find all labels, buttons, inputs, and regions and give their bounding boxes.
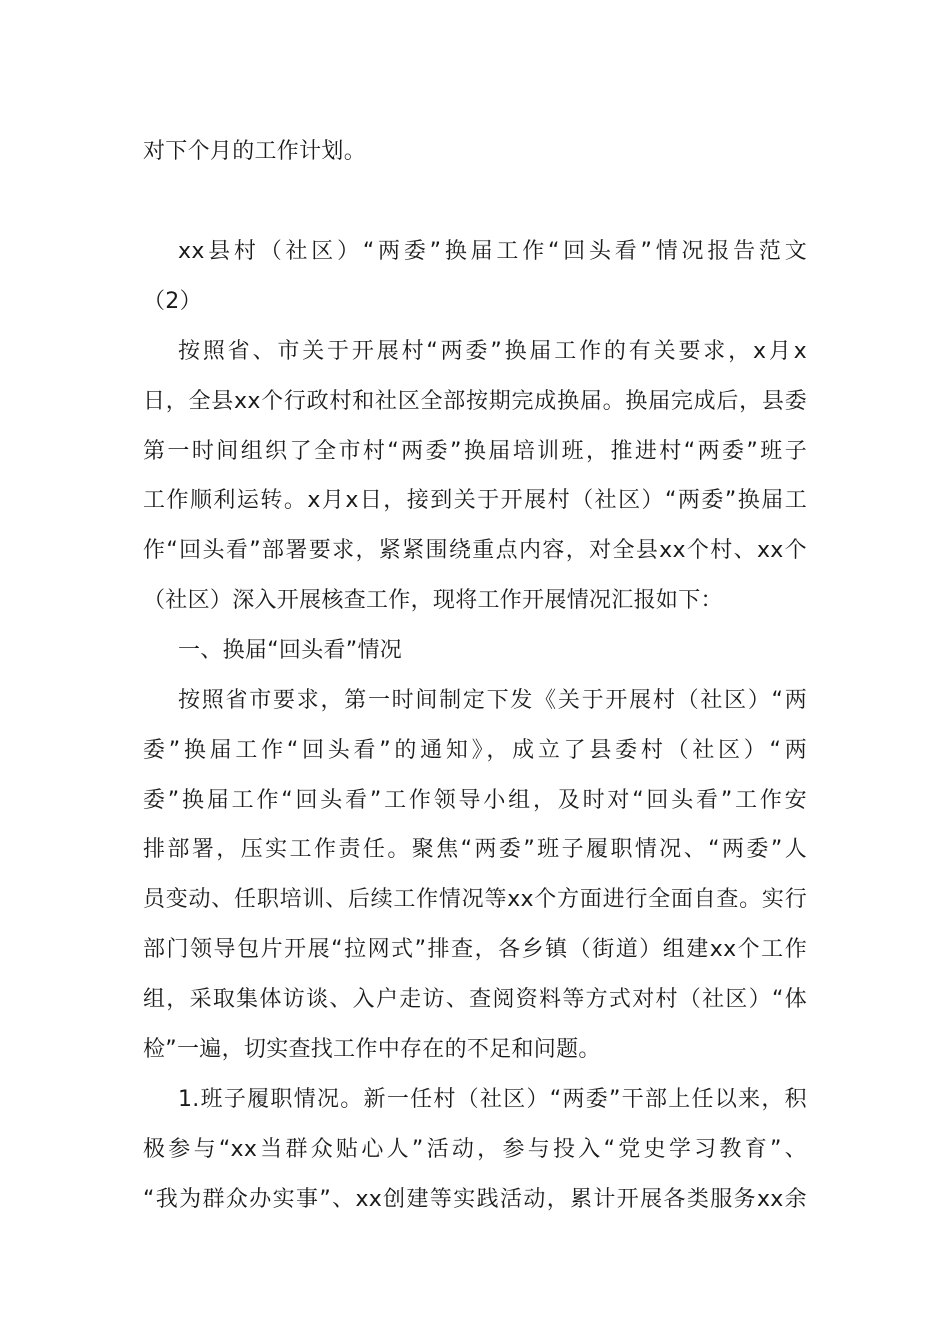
section-heading-1: 一、换届“回头看”情况	[178, 638, 403, 663]
paragraph-3-line-2: 极参与“xx当群众贴心人”活动，参与投入“党史学习教育”、	[143, 1137, 807, 1162]
report-title-line-2: （2）	[143, 289, 202, 314]
paragraph-2-line-6: 部门领导包片开展“拉网式”排查，各乡镇（街道）组建xx个工作	[143, 937, 807, 962]
paragraph-1-line-3: 第一时间组织了全市村“两委”换届培训班，推进村“两委”班子	[143, 439, 807, 464]
paragraph-2-line-5: 员变动、任职培训、后续工作情况等xx个方面进行全面自查。实行	[143, 887, 807, 912]
paragraph-1-line-1: 按照省、市关于开展村“两委”换届工作的有关要求，x月x	[178, 339, 807, 364]
paragraph-2-line-2: 委”换届工作“回头看”的通知》，成立了县委村（社区）“两	[143, 738, 807, 763]
report-title-line-1: xx县村（社区）“两委”换届工作“回头看”情况报告范文	[178, 239, 807, 264]
text-line-1: 对下个月的工作计划。	[143, 139, 367, 164]
paragraph-2-line-3: 委”换届工作“回头看”工作领导小组，及时对“回头看”工作安	[143, 788, 807, 813]
paragraph-2-line-1: 按照省市要求，第一时间制定下发《关于开展村（社区）“两	[178, 688, 807, 713]
paragraph-3-line-1: 1.班子履职情况。新一任村（社区）“两委”干部上任以来，积	[178, 1087, 807, 1112]
paragraph-1-line-6: （社区）深入开展核查工作，现将工作开展情况汇报如下：	[143, 588, 723, 613]
paragraph-2-line-8: 检”一遍，切实查找工作中存在的不足和问题。	[143, 1037, 601, 1062]
paragraph-1-line-4: 工作顺利运转。x月x日，接到关于开展村（社区）“两委”换届工	[143, 488, 807, 513]
paragraph-1-line-5: 作“回头看”部署要求，紧紧围绕重点内容，对全县xx个村、xx个	[143, 538, 807, 563]
paragraph-2-line-7: 组，采取集体访谈、入户走访、查阅资料等方式对村（社区）“体	[143, 987, 807, 1012]
paragraph-1-line-2: 日，全县xx个行政村和社区全部按期完成换届。换届完成后，县委	[143, 389, 807, 414]
paragraph-3-line-3: “我为群众办实事”、xx创建等实践活动，累计开展各类服务xx余	[143, 1187, 807, 1212]
paragraph-2-line-4: 排部署，压实工作责任。聚焦“两委”班子履职情况、“两委”人	[143, 837, 807, 862]
